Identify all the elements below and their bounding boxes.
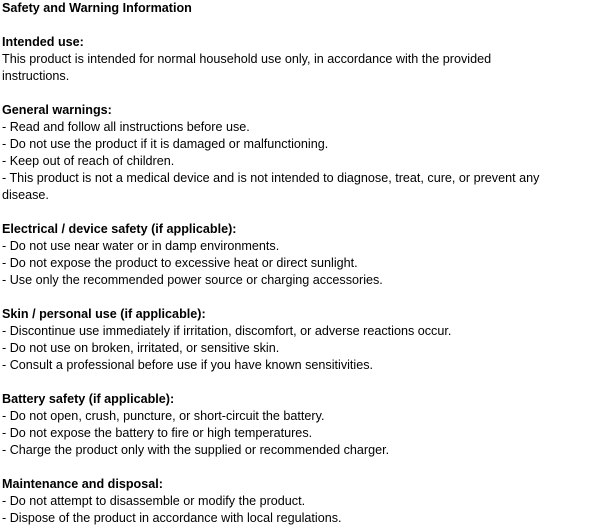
section-line: - Do not use near water or in damp environments. <box>2 239 280 253</box>
section-line: - Do not attempt to disassemble or modify the product. <box>2 494 306 508</box>
section-line: disease. <box>2 188 49 202</box>
section-line: instructions. <box>2 69 70 83</box>
spacer <box>2 204 612 221</box>
section-line: - Do not use the product if it is damaged or malfunctioning. <box>2 137 329 151</box>
section-battery-safety <box>2 391 612 459</box>
section-electrical-safety <box>2 221 612 289</box>
section-general-warnings <box>2 102 612 204</box>
section-line: This product is intended for normal household use only, in accordance with the provided <box>2 52 492 66</box>
section-intended-use <box>2 34 612 85</box>
section-line: - Read and follow all instructions before use. <box>2 120 250 134</box>
spacer <box>2 289 612 306</box>
section-line: - Do not use on broken, irritated, or sensitive skin. <box>2 341 280 355</box>
section-heading: General warnings: <box>2 103 112 117</box>
section-line: - Charge the product only with the supplied or recommended charger. <box>2 443 390 457</box>
section-heading: Skin / personal use (if applicable): <box>2 307 206 321</box>
spacer <box>2 85 612 102</box>
spacer <box>2 17 612 34</box>
section-line: - Do not expose the product to excessive heat or direct sunlight. <box>2 256 358 270</box>
section-line: - Do not open, crush, puncture, or short-circuit the battery. <box>2 409 325 423</box>
spacer <box>2 459 612 476</box>
section-line: - Keep out of reach of children. <box>2 154 175 168</box>
document-title: Safety and Warning Information <box>2 1 192 15</box>
section-line: - Use only the recommended power source or charging accessories. <box>2 273 383 287</box>
section-heading: Battery safety (if applicable): <box>2 392 175 406</box>
section-heading: Electrical / device safety (if applicable): <box>2 222 237 236</box>
section-line: - Discontinue use immediately if irritation, discomfort, or adverse reactions occur. <box>2 324 452 338</box>
section-line: - Dispose of the product in accordance with local regulations. <box>2 511 342 525</box>
section-line: - Consult a professional before use if you have known sensitivities. <box>2 358 374 372</box>
section-line: - Do not expose the battery to fire or high temperatures. <box>2 426 313 440</box>
section-line: - This product is not a medical device and is not intended to diagnose, treat, cure, or prevent any <box>2 171 540 185</box>
section-maintenance-disposal <box>2 476 612 527</box>
spacer <box>2 374 612 391</box>
section-skin-personal-use <box>2 306 612 374</box>
section-heading: Intended use: <box>2 35 84 49</box>
section-heading: Maintenance and disposal: <box>2 477 163 491</box>
